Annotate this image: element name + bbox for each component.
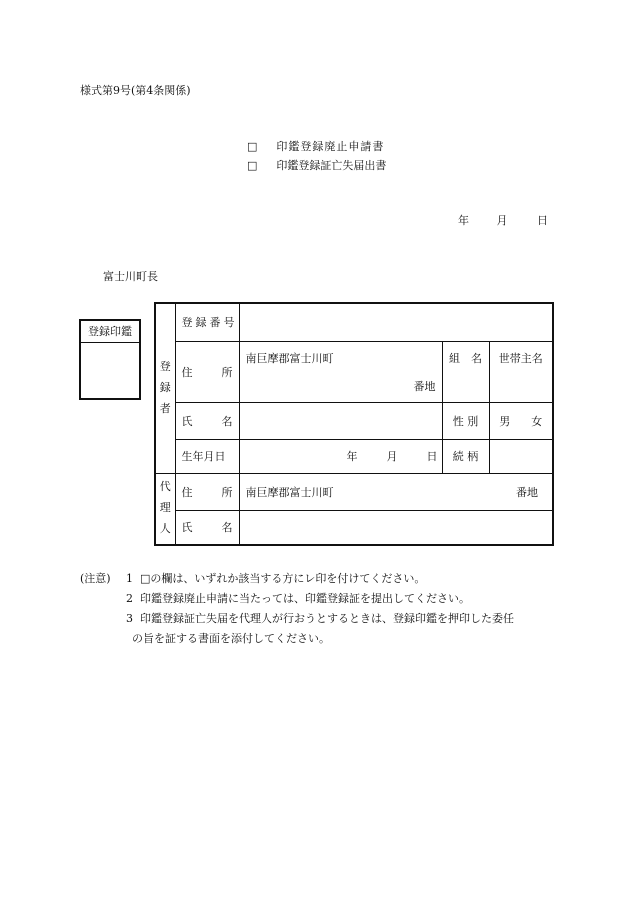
birth-month: 月 [386,450,398,463]
registrant-section-label: 登 録 者 [155,303,175,473]
date-year: 年 [458,214,469,227]
agent-name-field[interactable] [239,510,553,545]
application-table [154,302,554,546]
agent-address-field[interactable] [239,473,553,510]
notes-heading: (注意) [80,572,111,585]
kumi-label: 組 名 [449,351,482,365]
title-loss-text: 印鑑登録証亡失届出書 [276,159,387,172]
sex-label: 性 別 [442,402,489,439]
relation-field[interactable] [489,439,553,473]
title-loss-report [247,157,386,173]
agent-address-prefix: 南巨摩郡富士川町 [245,485,334,499]
reg-number-label: 登録番号 [175,303,239,341]
note-item-3: 3 印鑑登録証亡失届を代理人が行おうとするときは、登録印鑑を押印した委任 [126,612,514,625]
registrant-address-suffix: 番地 [413,379,436,393]
birthdate-label: 生年月日 [175,439,239,473]
registered-seal-box [79,319,141,400]
registrant-name-field[interactable] [239,402,442,439]
note-item-1: (注意) 1 □の欄は、いずれか該当する方にレ印を付けてください。 [80,569,514,589]
date-month: 月 [496,214,508,227]
title-abolition-application [247,138,384,154]
note-item-3-continuation: の旨を証する書面を添付してください。 [132,632,330,645]
reg-number-field[interactable] [239,303,553,341]
sex-male[interactable]: 男 [499,414,511,428]
householder-label: 世帯主名 [498,351,543,365]
relation-label: 続 柄 [442,439,489,473]
agent-address-label: 住 所 [175,473,239,510]
form-number: 様式第9号(第4条関係) [80,84,191,97]
kumi-name-field[interactable] [442,341,489,402]
birth-year: 年 [346,450,358,463]
title-abolition-text: 印鑑登録廃止申請書 [276,140,385,153]
registrant-address-field[interactable] [239,341,442,402]
name-label: 氏 名 [175,402,239,439]
sex-field[interactable] [489,402,553,439]
agent-section-label: 代 理 人 [155,473,175,545]
agent-name-label: 氏 名 [175,510,239,545]
address-label: 住 所 [175,341,239,402]
agent-address-suffix: 番地 [516,485,538,499]
birth-day: 日 [426,450,438,463]
registrant-address-prefix: 南巨摩郡富士川町 [245,351,334,365]
addressee: 富士川町長 [103,270,158,283]
note-item-2: 2 印鑑登録廃止申請に当たっては、印鑑登録証を提出してください。 [126,592,470,605]
notes [80,569,514,649]
checkbox-abolition[interactable]: □ [247,140,258,153]
seal-box-label: 登録印鑑 [81,321,139,343]
sex-female[interactable]: 女 [531,414,543,428]
date-row [458,212,548,228]
birthdate-field[interactable] [239,439,442,473]
date-day: 日 [537,214,548,227]
householder-field[interactable] [489,341,553,402]
checkbox-loss[interactable]: □ [247,159,258,172]
